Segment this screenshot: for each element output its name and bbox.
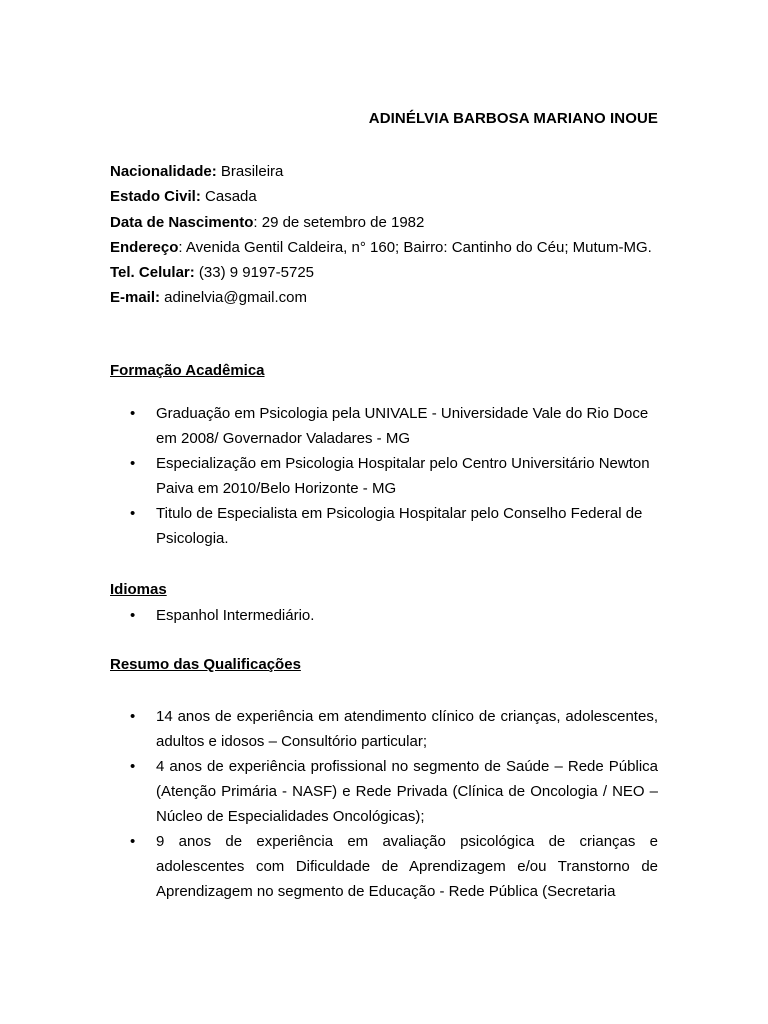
list-item: • 14 anos de experiência em atendimento clínico de crianças, adolescentes, adultos e idosos – Consultório particular;	[110, 704, 658, 754]
languages-list	[110, 603, 658, 628]
phone-label: Tel. Celular:	[110, 264, 195, 282]
nationality-value: Brasileira	[216, 163, 284, 180]
address-value: : Avenida Gentil Caldeira, n° 160; Bairro: Cantinho do Céu; Mutum-MG.	[178, 238, 652, 256]
education-heading: Formação Acadêmica	[110, 362, 265, 379]
list-item: • Graduação em Psicologia pela UNIVALE - Universidade Vale do Rio Doce em 2008/ Governador Valadares - MG	[110, 401, 658, 451]
candidate-name: ADINÉLVIA BARBOSA MARIANO INOUE	[368, 110, 658, 127]
languages-heading: Idiomas	[110, 581, 167, 598]
birth-date-value: : 29 de setembro de 1982	[253, 213, 425, 231]
list-item: • 4 anos de experiência profissional no segmento de Saúde – Rede Pública (Atenção Primária - NASF) e Rede Privada (Clínica de Oncologia / NEO – Núcleo de Especialidades Oncológicas);	[110, 754, 658, 829]
list-item: • Titulo de Especialista em Psicologia Hospitalar pelo Conselho Federal de Psicologia.	[110, 501, 658, 551]
birth-date-line	[110, 210, 658, 235]
email-line	[110, 285, 658, 310]
email-label: E-mail:	[110, 289, 161, 307]
civil-status-line	[110, 184, 658, 209]
email-value: adinelvia@gmail.com	[160, 289, 307, 307]
personal-info	[110, 159, 658, 311]
education-list	[110, 401, 658, 551]
qualifications-list	[110, 704, 658, 904]
list-item: • Espanhol Intermediário.	[110, 603, 658, 628]
nationality-line	[110, 159, 658, 184]
birth-date-label: Data de Nascimento	[110, 213, 254, 231]
address-label: Endereço	[110, 238, 179, 256]
phone-line	[110, 260, 658, 285]
nationality-label: Nacionalidade:	[110, 163, 217, 180]
civil-status-label: Estado Civil:	[110, 188, 201, 206]
list-item: • Especialização em Psicologia Hospitalar pelo Centro Universitário Newton Paiva em 2010/Belo Horizonte - MG	[110, 451, 658, 501]
address-line	[110, 235, 658, 260]
civil-status-value: Casada	[200, 188, 257, 206]
phone-value: (33) 9 9197-5725	[194, 264, 315, 282]
list-item: • 9 anos de experiência em avaliação psicológica de crianças e adolescentes com Dificuldade de Aprendizagem e/ou Transtorno de Aprendizagem no segmento de Educação - Rede Pública (Secretaria	[110, 829, 658, 904]
qualifications-heading: Resumo das Qualificações	[110, 656, 301, 673]
